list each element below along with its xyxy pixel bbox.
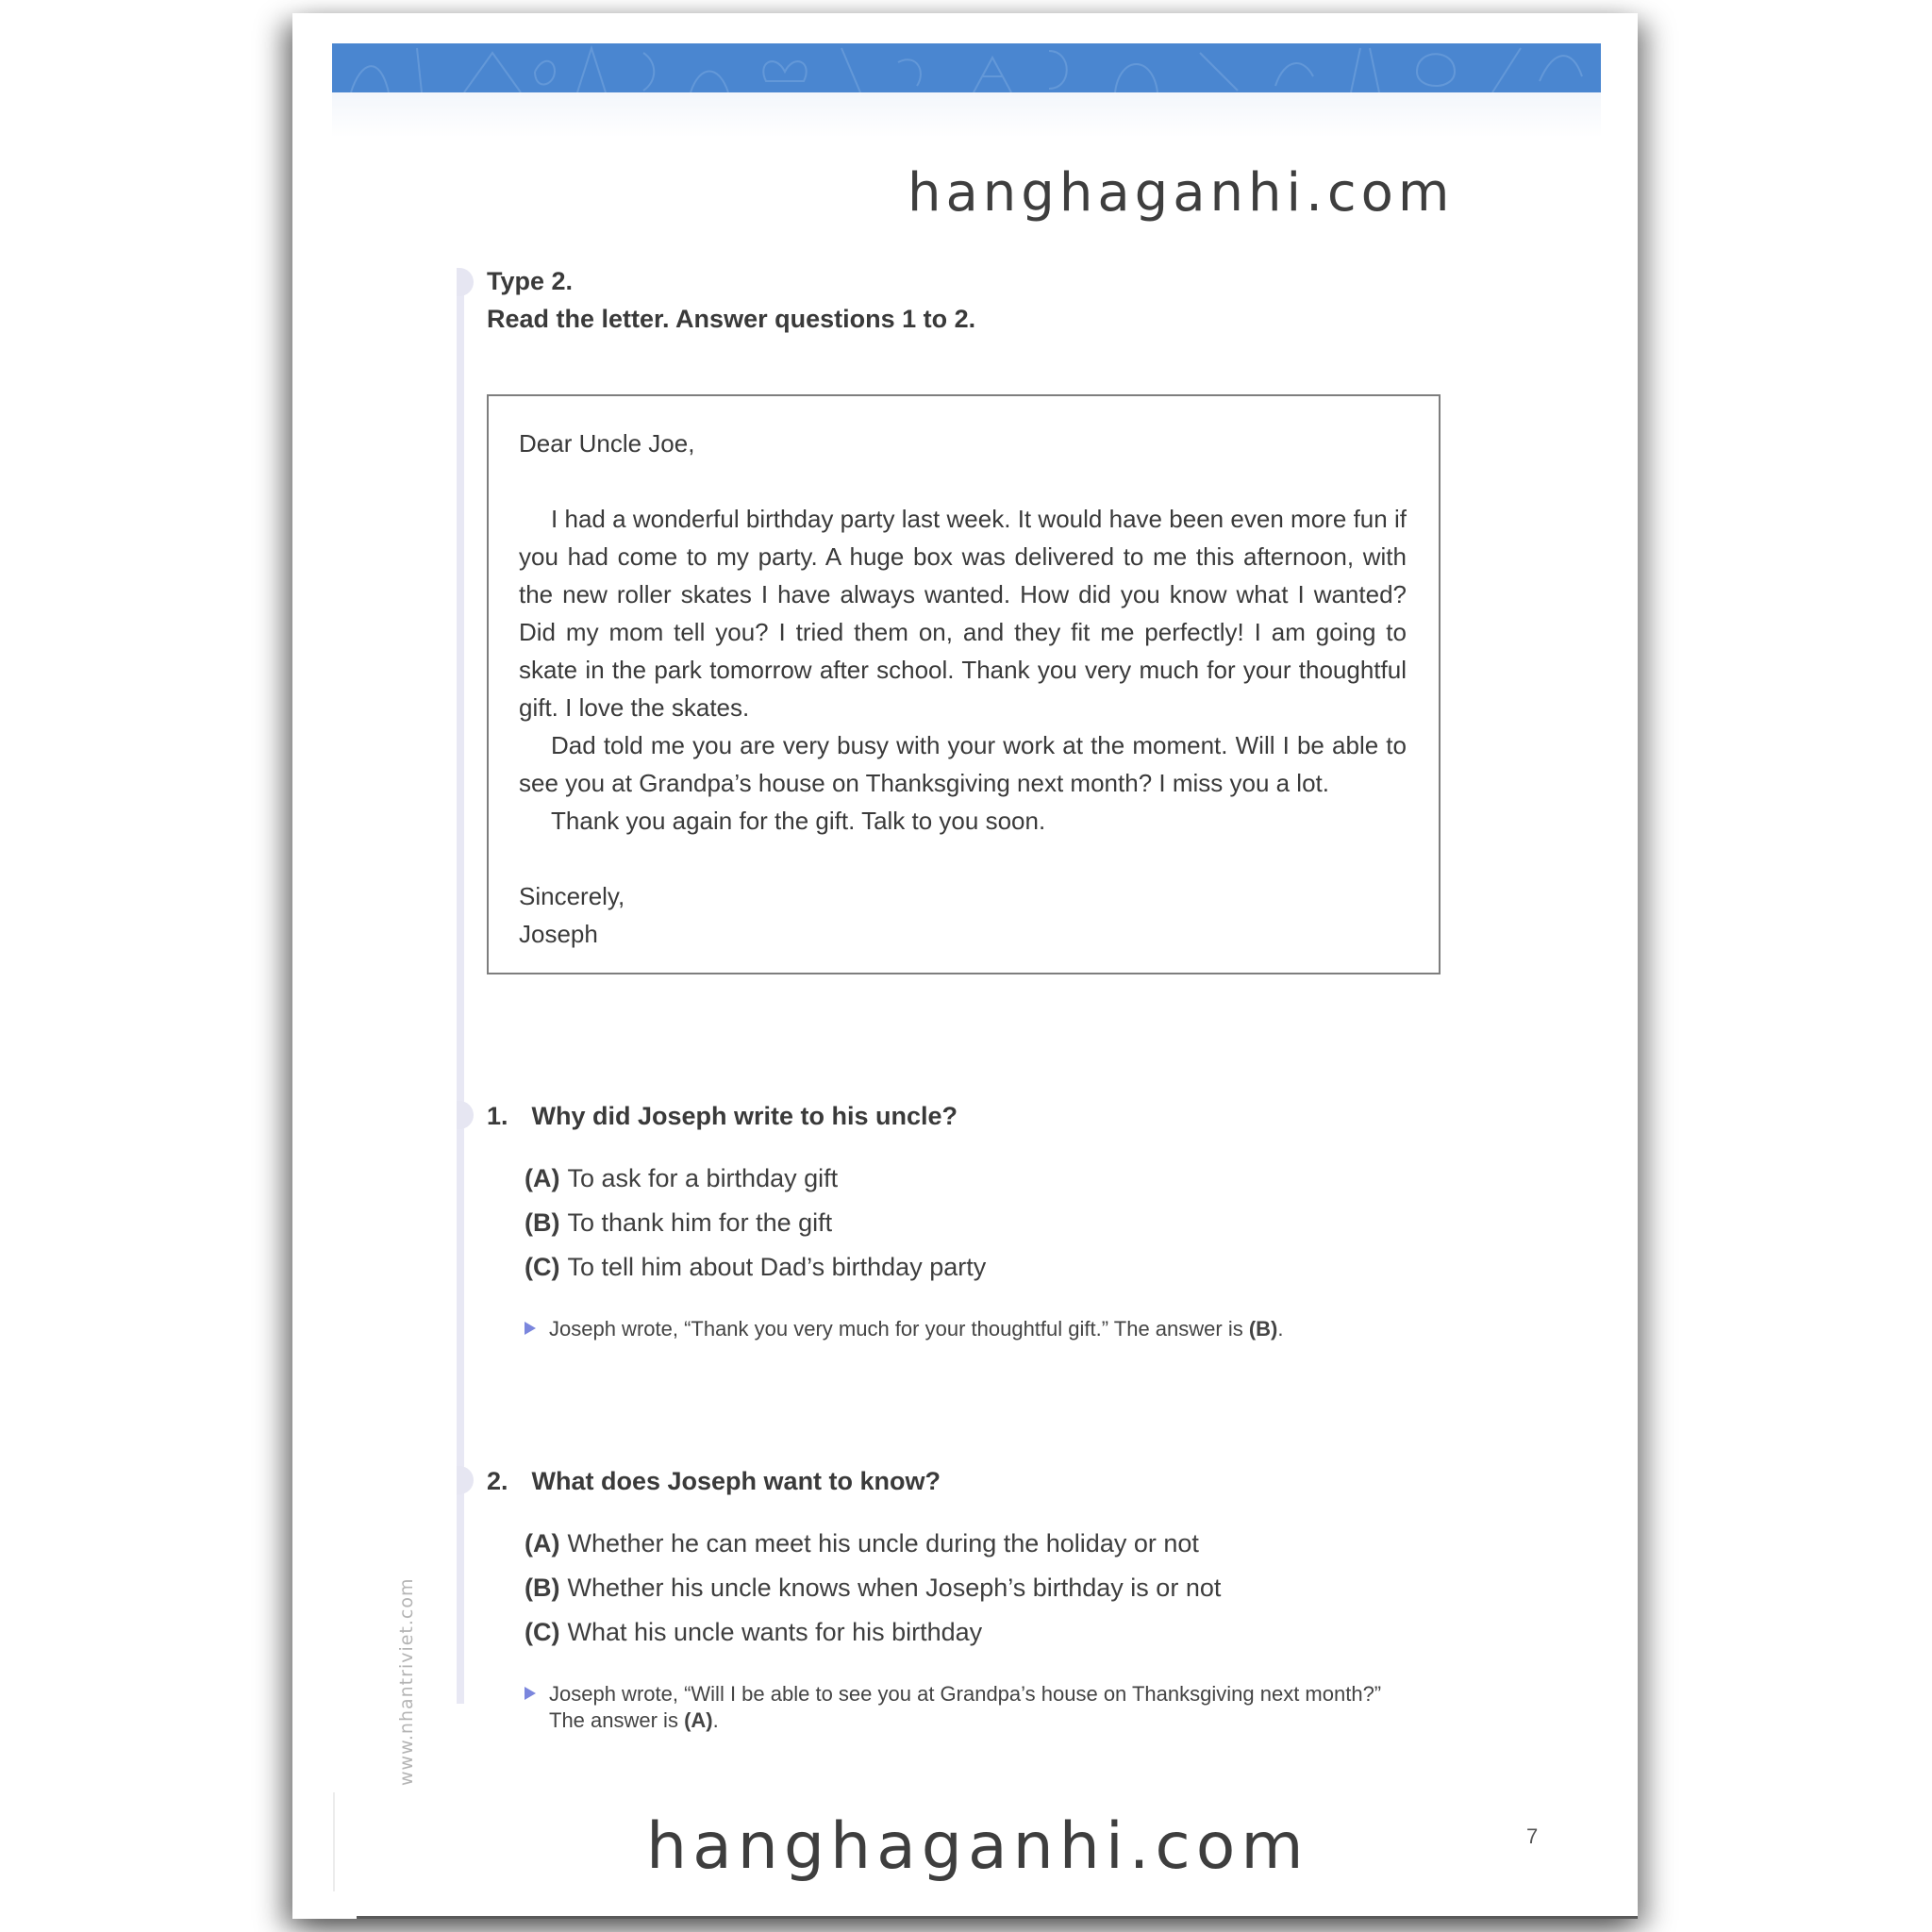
option-b[interactable] <box>525 1566 1221 1610</box>
option-letter: (A) <box>525 1529 560 1557</box>
explanation-answer: (B) <box>1248 1317 1278 1341</box>
letter-box <box>487 394 1441 974</box>
side-url: www.nhantriviet.com <box>396 1577 417 1786</box>
question-2-explanation <box>525 1681 1441 1734</box>
question-text: Why did Joseph write to his uncle? <box>531 1102 958 1130</box>
explanation-end: . <box>712 1708 719 1732</box>
option-letter: (C) <box>525 1618 560 1646</box>
letter-greeting: Dear Uncle Joe, <box>519 429 695 458</box>
header-band <box>332 43 1601 92</box>
question-number: 1. <box>487 1102 508 1130</box>
letter-signature: Joseph <box>519 920 598 948</box>
page-bottom-edge <box>357 1916 1638 1919</box>
triangle-right-icon <box>525 1687 536 1700</box>
option-a[interactable] <box>525 1522 1221 1566</box>
option-a[interactable] <box>525 1157 986 1201</box>
doodle-pattern-icon <box>332 43 1601 92</box>
question-2-options <box>525 1522 1221 1655</box>
option-text: Whether he can meet his uncle during the holiday or not <box>567 1529 1199 1557</box>
option-b[interactable] <box>525 1201 986 1245</box>
watermark-top: hanghaganhi.com <box>908 162 1455 224</box>
option-letter: (C) <box>525 1253 560 1281</box>
letter-paragraph: I had a wonderful birthday party last week. It would have been even more fun if you had come to my party. A huge box was delivered to me this afternoon, with the new roller skates I have always wanted. How did you know what I wanted? Did my mom tell you? I tried them on, and they fit me perfectly! I am going to skate in the park tomorrow after school. Thank you very much for your thoughtful gift. I love the skates. <box>519 505 1407 722</box>
option-letter: (A) <box>525 1164 560 1192</box>
option-text: To thank him for the gift <box>567 1208 833 1237</box>
section-title: Type 2. <box>487 267 574 295</box>
triangle-right-icon <box>525 1322 536 1335</box>
explanation-text: Joseph wrote, “Will I be able to see you at Grandpa’s house on Thanksgiving next month?” <box>549 1682 1382 1706</box>
letter-paragraph: Thank you again for the gift. Talk to you soon. <box>551 807 1046 835</box>
explanation-text: Joseph wrote, “Thank you very much for your thoughtful gift.” The answer is <box>549 1317 1249 1341</box>
option-letter: (B) <box>525 1208 560 1237</box>
question-1 <box>487 1102 958 1131</box>
option-text: Whether his uncle knows when Joseph’s birthday is or not <box>567 1574 1222 1602</box>
question-1-options <box>525 1157 986 1290</box>
question-1-explanation <box>525 1316 1284 1342</box>
option-letter: (B) <box>525 1574 560 1602</box>
explanation-answer: (A) <box>684 1708 713 1732</box>
watermark-bottom: hanghaganhi.com <box>646 1809 1309 1884</box>
question-number: 2. <box>487 1467 508 1495</box>
explanation-prefix: The answer is <box>549 1708 685 1732</box>
letter-closing: Sincerely, <box>519 882 625 910</box>
explanation-line-2 <box>525 1707 1441 1734</box>
margin-rule-bottom <box>333 1792 335 1891</box>
option-c[interactable] <box>525 1245 986 1290</box>
section-instruction: Read the letter. Answer questions 1 to 2. <box>487 305 976 333</box>
option-text: To ask for a birthday gift <box>567 1164 839 1192</box>
option-text: To tell him about Dad’s birthday party <box>567 1253 987 1281</box>
header-fade <box>332 92 1601 138</box>
explanation-end: . <box>1277 1317 1284 1341</box>
page-number: 7 <box>1526 1824 1539 1848</box>
option-text: What his uncle wants for his birthday <box>567 1618 983 1646</box>
question-2 <box>487 1467 941 1496</box>
letter-paragraph: Dad told me you are very busy with your work at the moment. Will I be able to see you at Grandpa’s house on Thanksgiving next month? I miss you a lot. <box>519 731 1407 797</box>
option-c[interactable] <box>525 1610 1221 1655</box>
question-text: What does Joseph want to know? <box>531 1467 941 1495</box>
